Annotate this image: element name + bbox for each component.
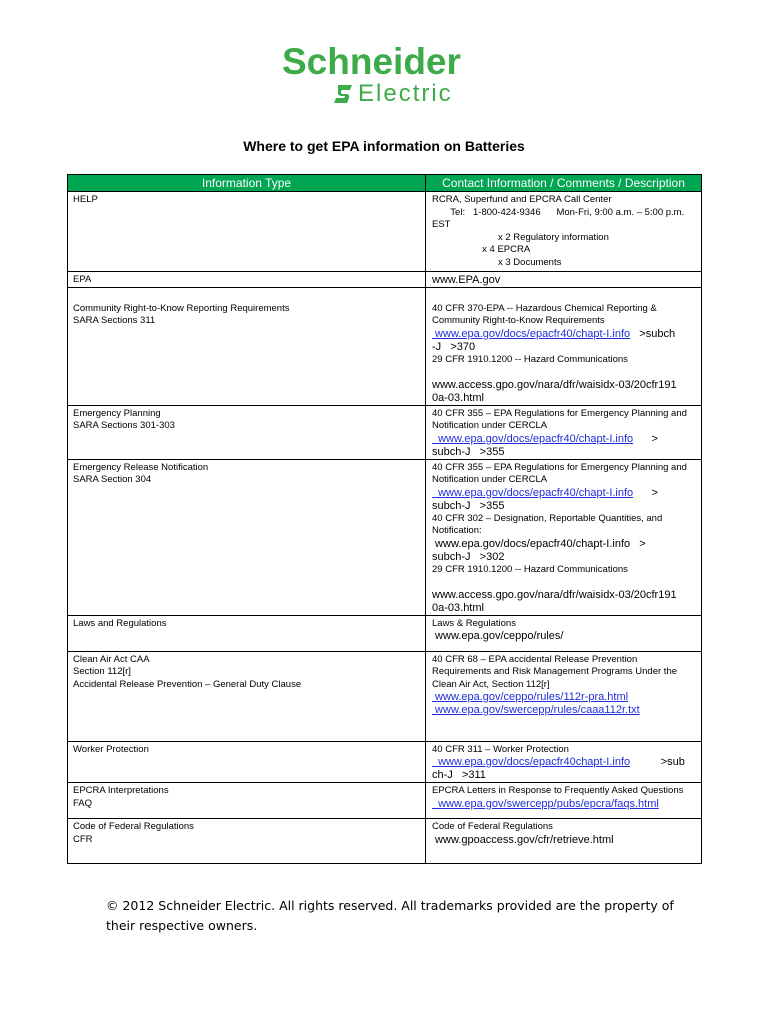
information-type-cell [68,288,426,406]
contact-line [432,232,696,245]
information-type-cell [68,783,426,819]
contact-text: > [633,432,658,445]
information-type-cell [68,819,426,864]
contact-information-cell [426,819,702,864]
contact-line [432,679,696,692]
document-title: Where to get EPA information on Batteries [243,138,525,154]
contact-line [432,551,696,564]
information-type-text: EPCRA Interpretations [73,785,169,796]
contact-text: 40 CFR 355 – EPA Regulations for Emergency Planning and [432,461,687,473]
information-type-cell [68,615,426,651]
epa-link[interactable]: www.epa.gov/swercepp/pubs/epcra/faqs.html [432,797,659,810]
contact-text: EPCRA Letters in Response to Frequently Asked Questions [432,785,684,796]
contact-information-cell [426,459,702,615]
schneider-logo-mark-icon [332,82,356,106]
information-type-text: Code of Federal Regulations [73,821,194,832]
table-row [68,651,702,741]
contact-text: 0a-03.html [432,391,484,404]
epa-link[interactable]: www.epa.gov/docs/epacfr40/chapt-I.info [432,486,634,499]
contact-line [432,785,696,798]
contact-text: Tel: 1-800-424-9346 Mon-Fri, 9:00 a.m. – 5:00 p.m. [432,206,685,218]
information-type-text: SARA Sections 311 [73,315,156,326]
contact-text: 29 CFR 1910.1200 -- Hazard Communications [432,563,628,575]
contact-line [432,691,696,704]
contact-line [432,744,696,757]
contact-line [432,328,696,341]
contact-line [432,341,696,354]
contact-line [432,756,696,769]
epa-link[interactable]: www.epa.gov/docs/epacfr40/chapt-I.info [432,432,634,445]
contact-line [432,315,696,328]
contact-text: Notification: [432,525,482,536]
contact-line [432,366,696,379]
epa-info-table [67,174,702,864]
contact-information-cell [426,288,702,406]
contact-line [432,392,696,405]
contact-text: ch-J >311 [432,769,486,781]
information-type-cell [68,405,426,459]
table-row [68,459,702,615]
table-row [68,272,702,288]
contact-line [432,354,696,367]
information-type-text: Emergency Planning [73,407,161,419]
information-type-text: Worker Protection [73,743,149,755]
table-row [68,288,702,406]
information-type-text: Accidental Release Prevention – General Duty Clause [73,678,302,690]
contact-text: subch-J >355 [432,499,505,512]
contact-line [432,194,696,207]
header-information-type: Information Type [68,175,426,192]
contact-text: > [633,486,658,499]
contact-line [432,834,696,847]
epa-link[interactable]: www.epa.gov/swercepp/rules/caaa112r.txt [432,704,640,716]
information-type-text: HELP [73,194,98,205]
contact-text: >sub [630,756,685,768]
contact-text: 29 CFR 1910.1200 -- Hazard Communications [432,353,628,365]
contact-text: 40 CFR 355 – EPA Regulations for Emergency Planning and [432,407,687,419]
contact-text: x 4 EPCRA [432,244,531,255]
contact-line [432,487,696,500]
contact-text: >subch [630,327,676,340]
contact-text: x 2 Regulatory information [432,231,609,243]
contact-text: www.access.gpo.gov/nara/dfr/waisidx-03/20cfr191 [432,588,677,601]
contact-line [432,564,696,577]
contact-line [432,821,696,834]
information-type-text: Laws and Regulations [73,617,167,629]
table-body [68,192,702,864]
epa-link[interactable]: www.epa.gov/ceppo/rules/112r-pra.html [432,691,629,703]
table-row [68,192,702,272]
contact-text: RCRA, Superfund and EPCRA Call Center [432,194,612,205]
contact-line [432,379,696,392]
contact-information-cell [426,741,702,783]
contact-line [432,303,696,316]
contact-line [432,274,696,287]
contact-line [432,420,696,433]
contact-text: www.epa.gov/ceppo/rules/ [432,630,564,642]
schneider-electric-logo [282,42,492,108]
contact-line [432,630,696,643]
contact-line [432,618,696,631]
contact-line [432,602,696,615]
table-row [68,741,702,783]
table-row [68,783,702,819]
information-type-text: Section 112[r] [73,666,131,677]
contact-line [432,408,696,421]
contact-line [432,525,696,538]
information-type-text: Emergency Release Notification [73,461,209,473]
contact-line [432,474,696,487]
information-type-cell [68,459,426,615]
table-row [68,819,702,864]
logo-wordmark-electric: Electric [358,80,453,107]
contact-text: 40 CFR 370-EPA -- Hazardous Chemical Reporting & [432,302,657,314]
contact-line [432,433,696,446]
header-contact-information: Contact Information / Comments / Description [426,175,702,192]
contact-line [432,704,696,717]
epa-link[interactable]: www.epa.gov/docs/epacfr40/chapt-I.info [432,327,631,340]
table-header-row [68,175,702,192]
information-type-text: SARA Sections 301-303 [73,420,175,431]
contact-information-cell [426,192,702,272]
information-type-text: CFR [73,833,93,845]
contact-text: Laws & Regulations [432,617,516,629]
contact-line [432,538,696,551]
contact-text: EST [432,219,451,230]
contact-line [432,244,696,257]
contact-line [432,666,696,679]
contact-information-cell [426,651,702,741]
copyright-footer: © 2012 Schneider Electric. All rights reserved. All trademarks provided are the property of their respective owners. [106,898,674,933]
information-type-cell [68,651,426,741]
contact-text: Code of Federal Regulations [432,821,553,832]
contact-line [432,500,696,513]
contact-text: -J >370 [432,340,476,353]
information-type-text: EPA [73,274,92,285]
contact-text: 40 CFR 68 – EPA accidental Release Prevention [432,653,638,665]
information-type-text: FAQ [73,797,93,809]
contact-line [432,589,696,602]
contact-line [432,446,696,459]
contact-text: Notification under CERCLA [432,474,548,485]
contact-line [432,798,696,811]
contact-text: 40 CFR 302 – Designation, Reportable Quantities, and [432,512,663,524]
contact-line [432,513,696,526]
contact-text: Community Right-to-Know Requirements [432,315,605,326]
contact-text: subch-J >355 [432,445,505,458]
contact-text: 40 CFR 311 – Worker Protection [432,743,569,755]
contact-text: www.EPA.gov [432,274,501,286]
contact-text: x 3 Documents [432,256,562,268]
contact-line [432,290,696,303]
epa-link[interactable]: www.epa.gov/docs/epacfr40chapt-I.info [432,756,631,768]
contact-text: 0a-03.html [432,601,484,614]
contact-text: www.access.gpo.gov/nara/dfr/waisidx-03/20cfr191 [432,378,677,391]
contact-information-cell [426,272,702,288]
information-type-text: Clean Air Act CAA [73,653,150,665]
logo-wordmark-schneider: Schneider [282,41,461,82]
information-type-cell [68,272,426,288]
contact-text: Requirements and Risk Management Programs Under the [432,666,678,677]
information-type-text [73,290,420,303]
contact-text: subch-J >302 [432,550,505,563]
information-type-cell [68,741,426,783]
information-type-cell [68,192,426,272]
contact-information-cell [426,783,702,819]
contact-line [432,769,696,782]
contact-line [432,462,696,475]
information-type-text: SARA Section 304 [73,474,152,485]
table-row [68,405,702,459]
table-row [68,615,702,651]
contact-text: www.epa.gov/docs/epacfr40/chapt-I.info > [432,537,646,550]
contact-line [432,576,696,589]
contact-line [432,219,696,232]
contact-line [432,257,696,270]
contact-text: Clean Air Act, Section 112[r] [432,678,550,690]
contact-information-cell [426,405,702,459]
contact-line [432,207,696,220]
contact-text: Notification under CERCLA [432,420,548,431]
contact-information-cell [426,615,702,651]
information-type-text: Community Right-to-Know Reporting Requirements [73,302,290,314]
contact-text: www.gpoaccess.gov/cfr/retrieve.html [432,833,614,846]
contact-line [432,654,696,667]
